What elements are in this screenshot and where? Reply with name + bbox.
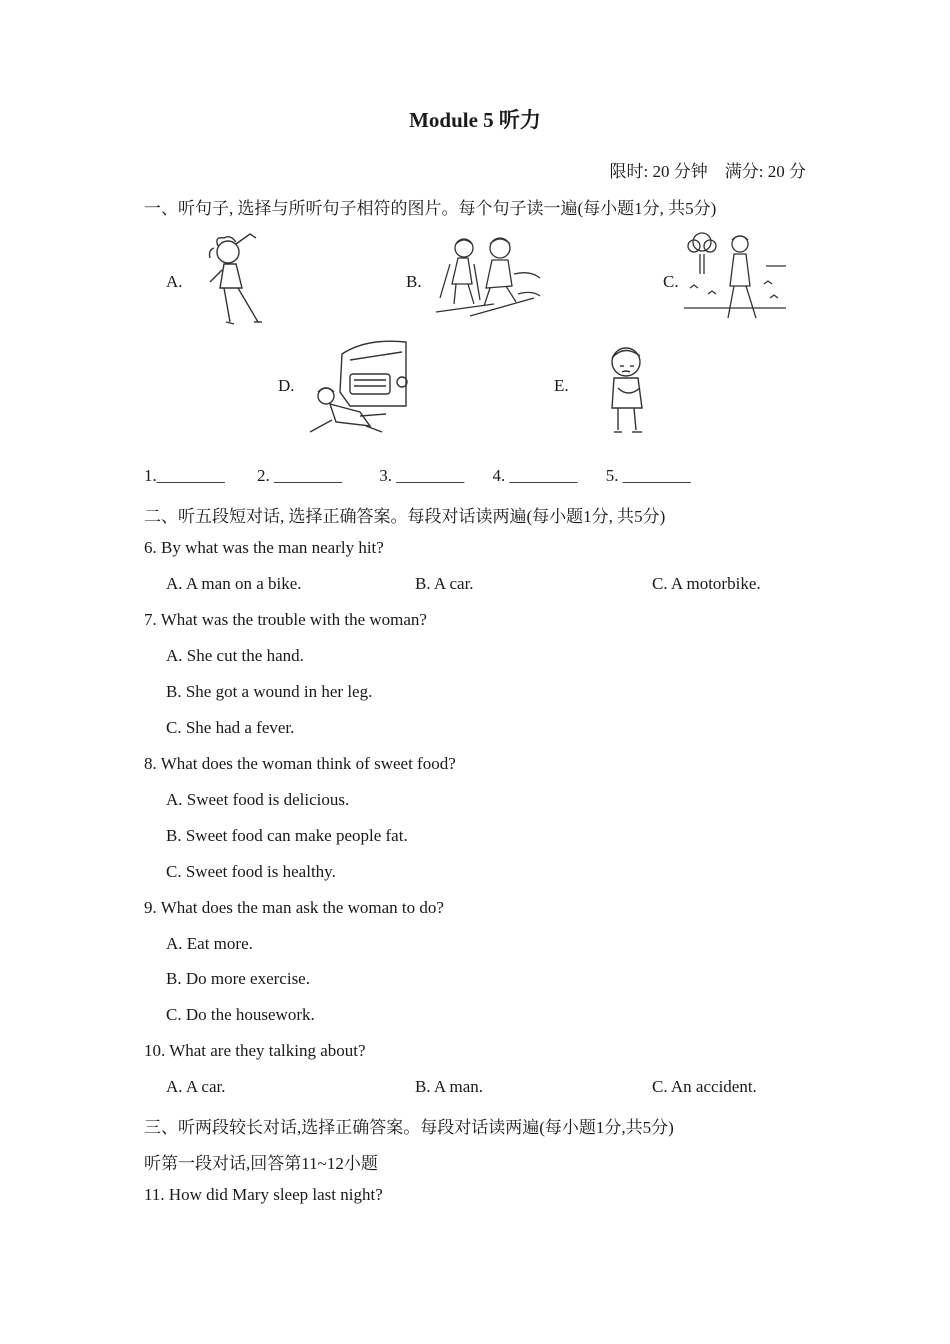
q9-option-c[interactable]: C. Do the housework. (166, 1005, 315, 1024)
page-title: Module 5 听力 (409, 108, 541, 132)
answer-blank-3[interactable]: 3. ________ (379, 466, 465, 485)
girl-stretching-icon (200, 230, 270, 326)
q10-option-a[interactable]: A. A car. (166, 1077, 226, 1096)
answer-blank-5[interactable]: 5. ________ (605, 466, 691, 485)
picture-label-c: C. (663, 272, 679, 291)
q7-option-a[interactable]: A. She cut the hand. (166, 646, 304, 665)
question-7: 7. What was the trouble with the woman? (144, 610, 427, 629)
q6-option-c[interactable]: C. A motorbike. (652, 574, 761, 593)
question-11: 11. How did Mary sleep last night? (144, 1185, 383, 1204)
q8-option-a[interactable]: A. Sweet food is delicious. (166, 790, 350, 809)
picture-label-a: A. (166, 272, 183, 291)
skiing-children-icon (434, 234, 542, 320)
q7-option-b[interactable]: B. She got a wound in her leg. (166, 682, 373, 701)
sick-boy-icon (604, 344, 652, 436)
answer-blank-4[interactable]: 4. ________ (492, 466, 578, 485)
question-10: 10. What are they talking about? (144, 1041, 366, 1060)
answer-blank-2[interactable]: 2. ________ (257, 466, 342, 485)
answer-blank-1[interactable]: 1.________ (144, 466, 225, 485)
question-9: 9. What does the man ask the woman to do? (144, 898, 444, 917)
section3-subheading: 听第一段对话,回答第11~12小题 (144, 1154, 378, 1173)
car-accident-icon (306, 336, 408, 438)
section1-heading: 一、听句子, 选择与所听句子相符的图片。每个句子读一遍(每小题1分, 共5分) (144, 199, 717, 218)
picture-label-d: D. (278, 376, 295, 395)
picture-label-e: E. (554, 376, 569, 395)
section3-heading: 三、听两段较长对话,选择正确答案。每段对话读两遍(每小题1分,共5分) (144, 1118, 674, 1137)
q6-option-b[interactable]: B. A car. (415, 574, 474, 593)
section2-heading: 二、听五段短对话, 选择正确答案。每段对话读两遍(每小题1分, 共5分) (144, 507, 666, 526)
man-walking-in-park-icon (684, 230, 786, 326)
q10-option-b[interactable]: B. A man. (415, 1077, 484, 1096)
picture-label-b: B. (406, 272, 422, 291)
q7-option-c[interactable]: C. She had a fever. (166, 718, 295, 737)
question-6: 6. By what was the man nearly hit? (144, 538, 384, 557)
q6-option-a[interactable]: A. A man on a bike. (166, 574, 302, 593)
q9-option-a[interactable]: A. Eat more. (166, 934, 253, 953)
q8-option-c[interactable]: C. Sweet food is healthy. (166, 862, 336, 881)
section1-answer-blanks (144, 466, 691, 486)
q10-option-c[interactable]: C. An accident. (652, 1077, 757, 1096)
time-score-limits: 限时: 20 分钟 满分: 20 分 (609, 162, 806, 181)
question-8: 8. What does the woman think of sweet food? (144, 754, 456, 773)
q8-option-b[interactable]: B. Sweet food can make people fat. (166, 826, 408, 845)
q9-option-b[interactable]: B. Do more exercise. (166, 969, 310, 988)
